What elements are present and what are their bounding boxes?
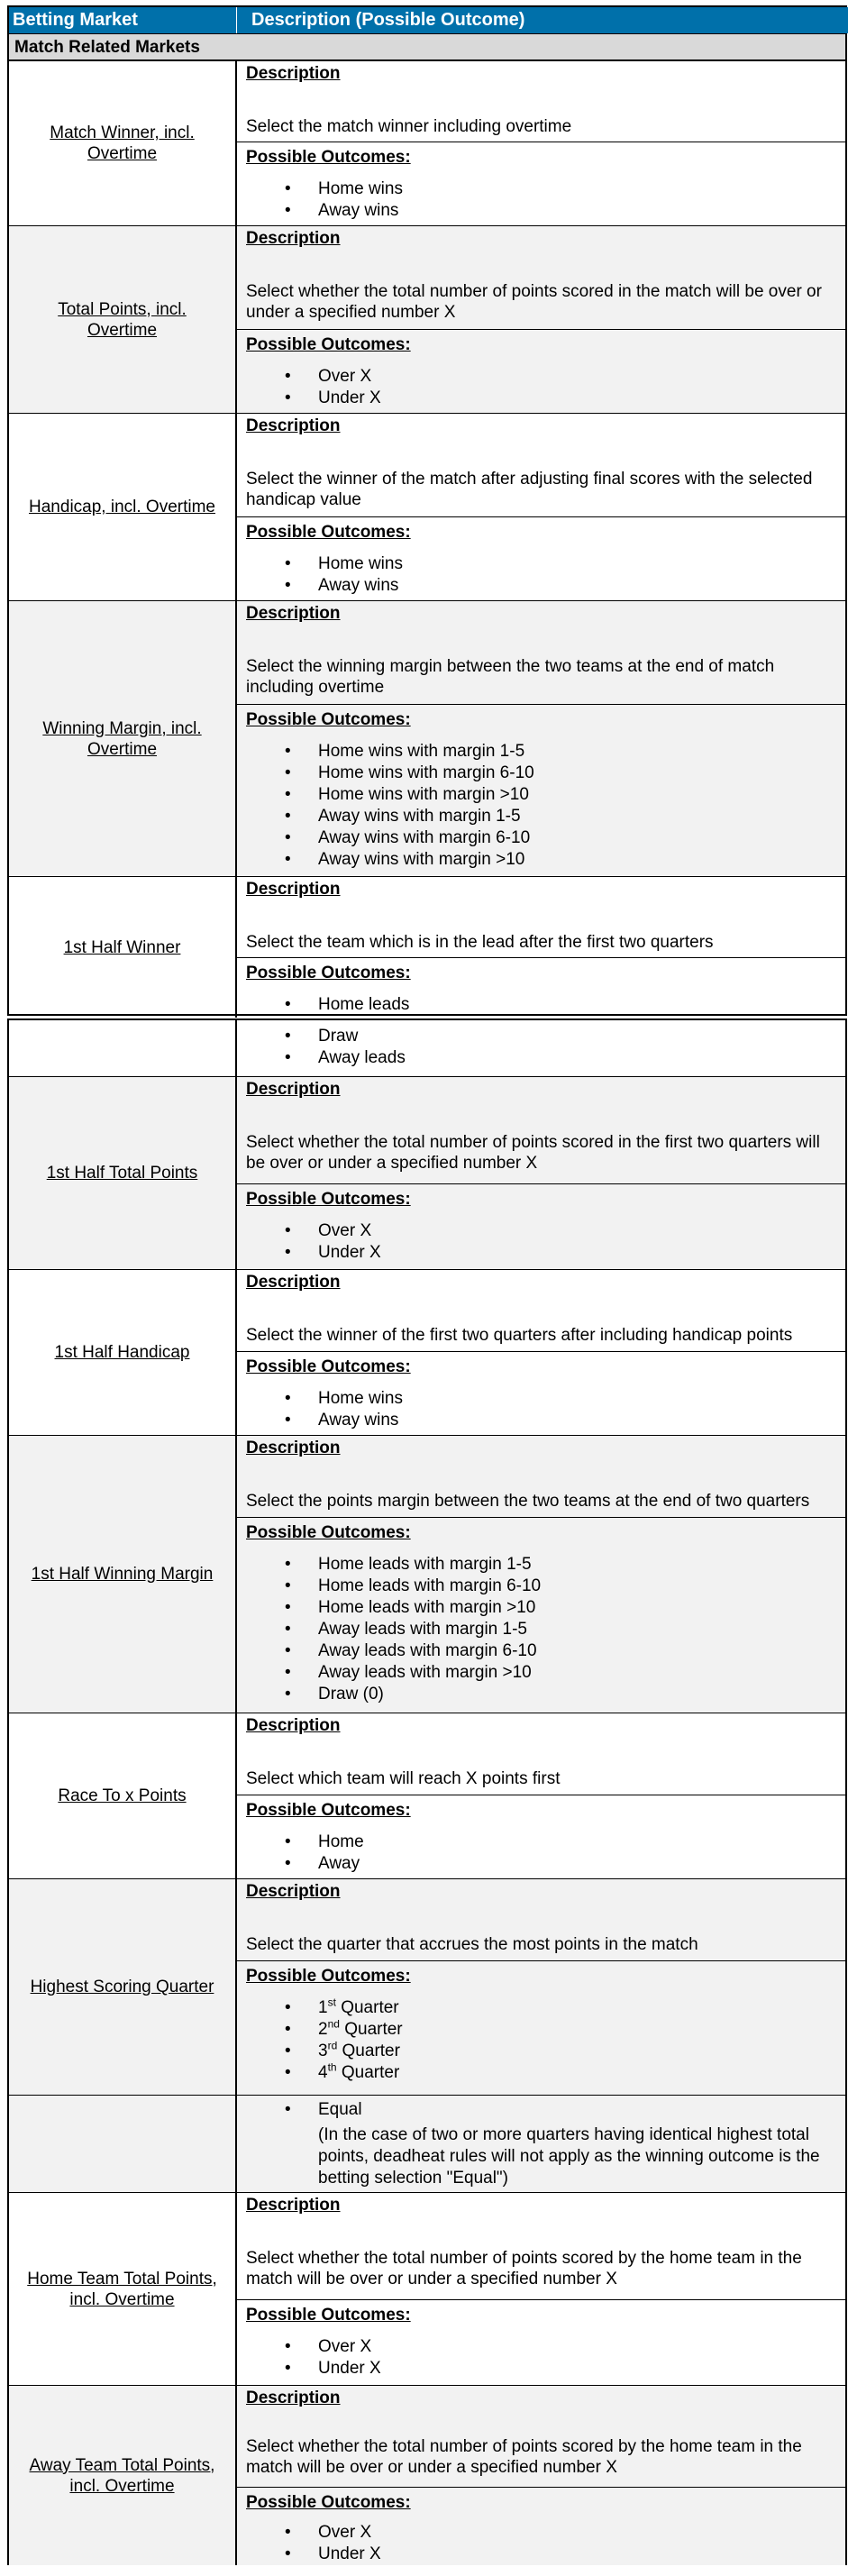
- outcome-item: • Under X: [237, 1242, 381, 1264]
- outcome-item: • Away wins with margin >10: [237, 849, 534, 871]
- market-name: Winning Margin, incl. Overtime: [42, 718, 202, 759]
- outcome-item: • 4th Quarter: [237, 2062, 403, 2084]
- market-row-1st-half-winner: [9, 876, 845, 1018]
- outcome-item: • Away wins: [237, 1410, 403, 1431]
- market-row-handicap: [9, 413, 845, 600]
- outcomes-label: Possible Outcomes:: [246, 2493, 411, 2512]
- outcome-item: • Away: [237, 1853, 364, 1875]
- description-label: Description: [246, 2389, 341, 2407]
- outcome-item: • Draw (0): [237, 1684, 541, 1705]
- market-name: Away Team Total Points, incl. Overtime: [29, 2455, 215, 2496]
- market-row-highest-scoring-quarter: [9, 1878, 845, 2095]
- header-description: Description (Possible Outcome): [237, 7, 848, 33]
- market-name: Match Winner, incl. Overtime: [50, 123, 195, 163]
- outcomes-label: Possible Outcomes:: [246, 2306, 411, 2325]
- market-description: Select whether the total number of points scored in the match will be over or under a specified number X: [246, 282, 822, 322]
- market-row-race-to-x-points: [9, 1713, 845, 1878]
- outcome-item: • Over X: [237, 366, 381, 388]
- market-name: 1st Half Winning Margin: [31, 1565, 214, 1584]
- outcome-item: • Away leads with margin >10: [237, 1662, 541, 1684]
- market-description: Select the winner of the match after adjusting final scores with the selected handicap value: [246, 470, 813, 509]
- markets-table-part-1: [7, 5, 847, 1016]
- outcome-item: • Away leads: [237, 1047, 406, 1069]
- outcomes-label: Possible Outcomes:: [246, 1967, 411, 1986]
- description-label: Description: [246, 64, 341, 83]
- outcome-item: • 2nd Quarter: [237, 2019, 403, 2041]
- description-label: Description: [246, 1439, 341, 1457]
- market-row-total-points: [9, 225, 845, 413]
- outcomes-label: Possible Outcomes:: [246, 964, 411, 982]
- outcome-item: • Under X: [237, 388, 381, 409]
- description-label: Description: [246, 416, 341, 435]
- outcomes-label: Possible Outcomes:: [246, 1801, 411, 1820]
- document-page: [7, 5, 847, 2565]
- outcome-item: • Equal: [237, 2099, 362, 2121]
- outcomes-label: Possible Outcomes:: [246, 710, 411, 729]
- outcomes-label: Possible Outcomes:: [246, 335, 411, 354]
- outcome-item: • Home leads with margin 1-5: [237, 1554, 541, 1576]
- market-description: Select which team will reach X points first: [246, 1769, 561, 1788]
- outcome-item: • Away leads with margin 6-10: [237, 1640, 541, 1662]
- market-description: Select the team which is in the lead after the first two quarters: [246, 933, 714, 952]
- market-row-1st-half-winning-margin: [9, 1435, 845, 1713]
- outcome-item: • Home leads: [237, 994, 409, 1016]
- outcomes-label: Possible Outcomes:: [246, 1357, 411, 1376]
- outcome-item: • Home wins: [237, 178, 403, 200]
- description-label: Description: [246, 1273, 341, 1292]
- market-name: 1st Half Winner: [63, 937, 181, 957]
- market-name: Highest Scoring Quarter: [30, 1978, 214, 1996]
- description-label: Description: [246, 2196, 341, 2215]
- market-description: Select the match winner including overtime: [246, 117, 572, 136]
- outcome-item: • 1st Quarter: [237, 1997, 403, 2019]
- market-name: 1st Half Total Points: [46, 1164, 198, 1183]
- outcome-item: • Away wins: [237, 575, 403, 597]
- outcomes-label: Possible Outcomes:: [246, 1190, 411, 1209]
- market-description: Select whether the total number of points scored in the first two quarters will be over or under a specified number X: [246, 1133, 820, 1173]
- market-description: Select whether the total number of points scored by the home team in the match will be over or under a specified number X: [246, 2249, 802, 2288]
- section-title: Match Related Markets: [9, 33, 845, 60]
- description-label: Description: [246, 604, 341, 623]
- outcome-item: • Home leads with margin 6-10: [237, 1576, 541, 1597]
- market-row-1st-half-total-points: [9, 1076, 845, 1269]
- outcome-item: • Over X: [237, 2522, 381, 2544]
- outcomes-label: Possible Outcomes:: [246, 148, 411, 167]
- market-row-highest-scoring-quarter-cont: [9, 2095, 845, 2192]
- outcome-item: • Over X: [237, 2336, 381, 2358]
- outcome-item: • Home wins: [237, 553, 403, 575]
- market-row-match-winner: [9, 60, 845, 225]
- outcomes-label: Possible Outcomes:: [246, 1523, 411, 1542]
- market-name: 1st Half Handicap: [54, 1343, 190, 1362]
- outcome-item: • Draw: [237, 1026, 406, 1047]
- outcome-item: • Home wins: [237, 1388, 403, 1410]
- description-label: Description: [246, 880, 341, 899]
- outcome-item: • Away wins: [237, 200, 403, 222]
- market-row-1st-half-handicap: [9, 1269, 845, 1435]
- description-label: Description: [246, 1080, 341, 1099]
- market-description: Select the winner of the first two quarters after including handicap points: [246, 1326, 793, 1345]
- outcome-item: • Home wins with margin >10: [237, 784, 534, 806]
- outcome-item: • Under X: [237, 2544, 381, 2565]
- market-name: Race To x Points: [58, 1786, 187, 1805]
- market-row-away-team-total-points: [9, 2385, 845, 2565]
- market-row-winning-margin: [9, 600, 845, 876]
- outcome-item: • Under X: [237, 2358, 381, 2380]
- outcome-item: • Away leads with margin 1-5: [237, 1619, 541, 1640]
- outcome-item: • Home: [237, 1832, 364, 1853]
- markets-table-part-2: [7, 1019, 847, 2565]
- header-betting-market: Betting Market: [9, 7, 237, 33]
- description-label: Description: [246, 1716, 341, 1735]
- outcome-item: • Away wins with margin 1-5: [237, 806, 534, 827]
- market-description: Select whether the total number of points scored by the home team in the match will be over or under a specified number X: [246, 2437, 802, 2477]
- outcomes-label: Possible Outcomes:: [246, 523, 411, 542]
- market-name: Home Team Total Points, incl. Overtime: [27, 2269, 217, 2309]
- market-row-1st-half-winner-cont: [9, 1020, 845, 1076]
- description-label: Description: [246, 1882, 341, 1901]
- description-label: Description: [246, 229, 341, 248]
- outcome-item: • Home wins with margin 1-5: [237, 741, 534, 763]
- market-description: Select the winning margin between the two teams at the end of match including overtime: [246, 657, 775, 697]
- market-description: Select the quarter that accrues the most points in the match: [246, 1935, 698, 1954]
- market-name: Total Points, incl. Overtime: [58, 299, 187, 340]
- outcome-item: • 3rd Quarter: [237, 2041, 403, 2062]
- market-row-home-team-total-points: [9, 2192, 845, 2385]
- outcome-note: (In the case of two or more quarters having identical highest total points, deadheat rules will not apply as the winning outcome is the betting selection "Equal"): [318, 2125, 820, 2188]
- outcome-item: • Over X: [237, 1220, 381, 1242]
- market-description: Select the points margin between the two teams at the end of two quarters: [246, 1492, 810, 1511]
- outcome-item: • Home wins with margin 6-10: [237, 763, 534, 784]
- market-name: Handicap, incl. Overtime: [29, 498, 215, 516]
- outcome-item: • Away wins with margin 6-10: [237, 827, 534, 849]
- outcome-item: • Home leads with margin >10: [237, 1597, 541, 1619]
